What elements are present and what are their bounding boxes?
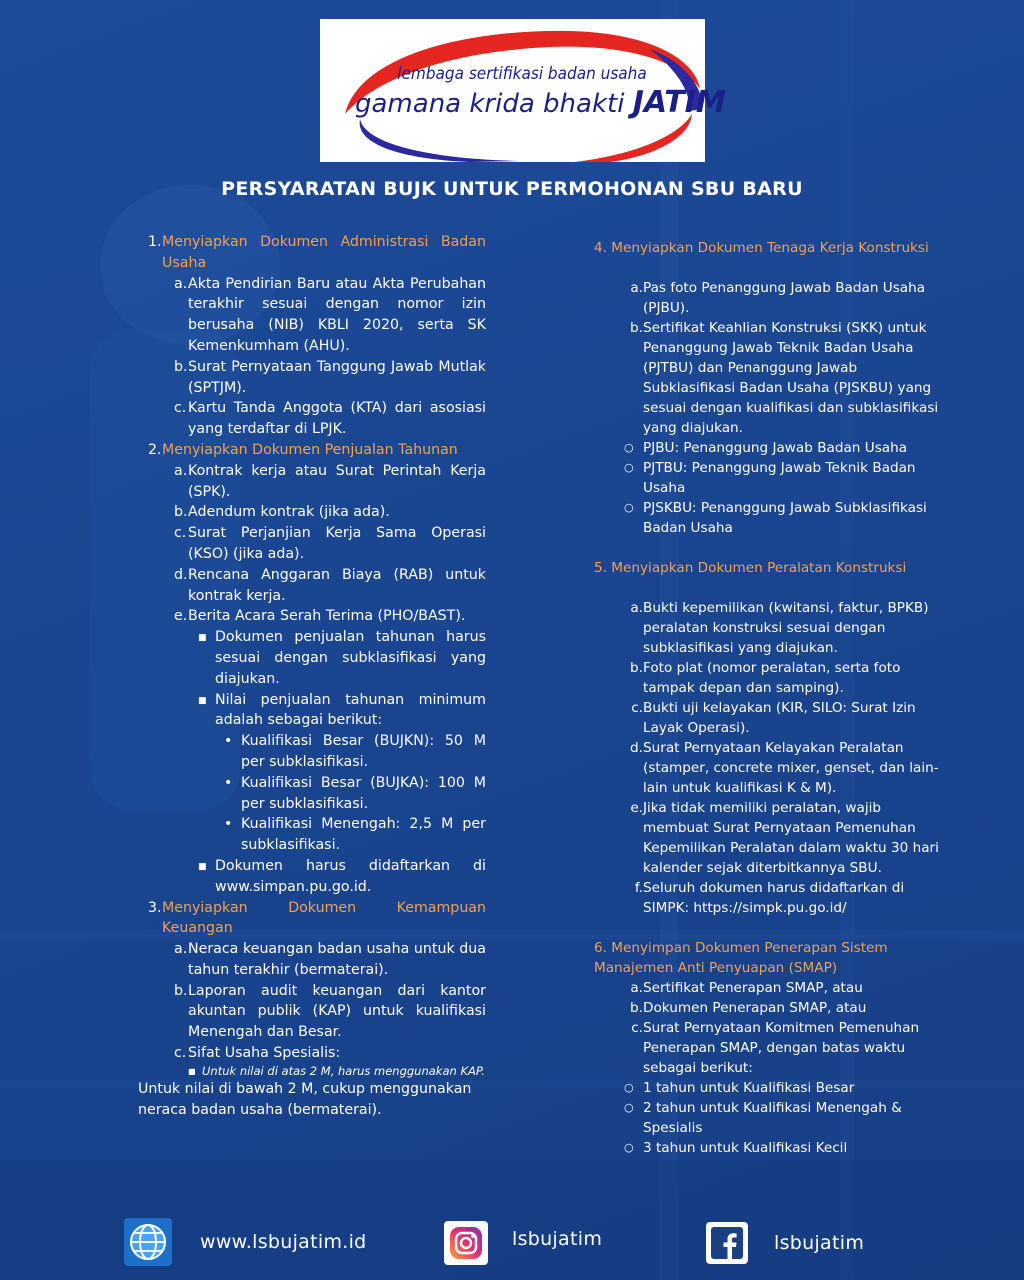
item-letter: f. [634,880,643,896]
item-letter: c. [174,525,187,542]
circle-bullet-icon: ○ [624,501,634,514]
bullet-item [594,438,939,458]
item-letter: b. [630,320,643,336]
sub-item-text: Dokumen harus didaftarkan di www.simpan.pu.go.id. [215,857,486,895]
item-letter: a. [174,941,188,958]
list-item [594,658,939,698]
logo-subtitle: lembaga sertifikasi badan usaha [397,64,647,84]
item-letter: d. [630,740,643,756]
list-item [138,565,486,607]
circle-bullet-icon: ○ [624,441,634,454]
sub-item-text: Nilai penjualan tahunan minimum adalah sebagai berikut: [215,691,486,729]
website-link[interactable]: www.lsbujatim.id [200,1231,367,1253]
list-item [138,981,486,1043]
right-column [594,238,939,1158]
bullet-text: PJTBU: Penanggung Jawab Teknik Badan Usaha [643,460,916,496]
sub-item [138,856,486,898]
list-item [138,939,486,981]
item-letter: a. [174,275,188,292]
section-title: Menyiapkan Dokumen Kemampuan Keuangan [162,899,486,937]
item-text: Kartu Tanda Anggota (KTA) dari asosiasi yang terdaftar di LPJK. [188,400,486,438]
list-item [594,278,939,318]
sub-sub-item-text: Kualifikasi Besar (BUJKA): 100 M per subklasifikasi. [241,774,486,812]
item-letter: c. [174,1045,187,1062]
bullet-item [594,458,939,498]
sub-item-text: Dokumen penjualan tahunan harus sesuai dengan subklasifikasi yang diajukan. [215,629,486,687]
bullet-item [594,1098,939,1138]
bullet-item [594,1078,939,1098]
footer-facebook[interactable] [706,1222,864,1264]
bullet-text: PJBU: Penanggung Jawab Badan Usaha [643,440,908,456]
item-text: Jika tidak memiliki peralatan, wajib membuat Surat Pernyataan Pemenuhan Kepemilikan Peralatan dalam waktu 30 hari kalender sejak diterbitkannya SBU. [643,800,939,876]
item-text: Bukti uji kelayakan (KIR, SILO: Surat Izin Layak Operasi). [643,700,916,736]
facebook-handle[interactable]: lsbujatim [774,1232,865,1254]
item-text: Akta Pendirian Baru atau Akta Perubahan terakhir sesuai dengan nomor izin berusaha (NIB) KBLI 2020, serta SK Kemenkumham (AHU). [188,275,486,354]
left-column [138,232,486,1120]
item-text: Sertifikat Penerapan SMAP, atau [643,980,863,996]
globe-icon[interactable] [124,1218,172,1266]
list-item [594,738,939,798]
dot-bullet-icon: • [224,816,233,833]
circle-bullet-icon: ○ [624,1141,634,1154]
sub-sub-item-text: Kualifikasi Menengah: 2,5 M per subklasifikasi. [241,816,486,854]
list-item [594,978,939,998]
sub-item [138,690,486,732]
square-bullet-icon: ■ [198,695,207,706]
item-letter: b. [630,660,643,676]
item-text: Surat Perjanjian Kerja Sama Operasi (KSO) (jika ada). [188,525,486,562]
bullet-item [594,498,939,538]
list-item [594,798,939,878]
list-item [138,357,486,399]
section-1-heading [138,232,486,274]
note-item [138,1064,486,1079]
item-letter: a. [630,280,643,296]
logo-name-text: gamana krida bhakti [355,89,625,119]
plain-paragraph: Untuk nilai di bawah 2 M, cukup menggunakan neraca badan usaha (bermaterai). [138,1080,472,1118]
item-text: Seluruh dokumen harus didaftarkan di SIMPK: https://simpk.pu.go.id/ [643,880,905,916]
circle-bullet-icon: ○ [624,461,634,474]
item-text: Sifat Usaha Spesialis: [188,1045,341,1062]
list-item [138,1043,486,1064]
note-text: Untuk nilai di atas 2 M, harus menggunakan KAP. [202,1063,485,1078]
circle-bullet-icon: ○ [624,1101,634,1114]
item-letter: a. [174,462,188,479]
item-letter: a. [630,600,643,616]
list-item [138,523,486,565]
item-text: Kontrak kerja atau Surat Perintah Kerja (SPK). [188,462,486,500]
list-item [594,998,939,1018]
item-letter: d. [174,566,188,583]
item-letter: b. [174,982,188,999]
list-item [138,398,486,440]
section-number: 3. [148,899,162,916]
item-letter: c. [174,400,187,417]
item-letter: e. [630,800,643,816]
item-text: Surat Pernyataan Tanggung Jawab Mutlak (SPTJM). [188,358,486,396]
item-letter: b. [174,358,188,375]
item-text: Sertifikat Keahlian Konstruksi (SKK) untuk Penanggung Jawab Teknik Badan Usaha (PJTBU) dan Penanggung Jawab Subklasifikasi Badan Usaha (PJSKBU) yang sesuai dengan kualifikasi dan subklasifikasi yang diajukan. [643,320,939,436]
section-4-heading: 4. Menyiapkan Dokumen Tenaga Kerja Konstruksi [594,240,929,256]
logo-name [355,85,726,120]
footer-instagram[interactable] [444,1221,602,1265]
bullet-item [594,1138,939,1158]
item-text: Neraca keuangan badan usaha untuk dua tahun terakhir (bermaterai). [188,941,486,978]
square-bullet-icon: ■ [198,861,207,872]
section-6-heading: 6. Menyimpan Dokumen Penerapan Sistem Manajemen Anti Penyuapan (SMAP) [594,940,888,976]
list-item [138,461,486,503]
item-letter: b. [174,504,188,521]
item-text: Rencana Anggaran Biaya (RAB) untuk kontrak kerja. [188,566,486,604]
item-letter: b. [630,1000,643,1016]
section-title: Menyiapkan Dokumen Administrasi Badan Usaha [162,234,486,271]
square-bullet-icon: ■ [198,633,207,644]
bullet-text: PJSKBU: Penanggung Jawab Subklasifikasi Badan Usaha [643,500,927,536]
item-letter: a. [630,980,643,996]
bullet-text: 2 tahun untuk Kualifikasi Menengah & Spesialis [643,1100,902,1136]
item-text: Surat Pernyataan Kelayakan Peralatan (stamper, concrete mixer, genset, dan lain-lain untuk kualifikasi K & M). [643,740,939,796]
section-number: 1. [148,234,162,250]
page-title: PERSYARATAN BUJK UNTUK PERMOHONAN SBU BARU [221,178,803,200]
list-item [138,606,486,627]
facebook-icon[interactable] [706,1222,748,1264]
section-5-heading: 5. Menyiapkan Dokumen Peralatan Konstruksi [594,560,907,576]
item-text: Surat Pernyataan Komitmen Pemenuhan Penerapan SMAP, dengan batas waktu sebagai berikut: [643,1020,920,1076]
circle-bullet-icon: ○ [624,1081,634,1094]
item-letter: c. [631,1020,643,1036]
item-text: Berita Acara Serah Terima (PHO/BAST). [188,608,466,625]
sub-sub-item [138,731,486,773]
list-item [594,598,939,658]
instagram-handle[interactable]: lsbujatim [512,1228,603,1250]
item-text: Dokumen Penerapan SMAP, atau [643,1000,867,1016]
list-item [594,1018,939,1078]
sub-sub-item [138,773,486,815]
item-text: Pas foto Penanggung Jawab Badan Usaha (PJBU). [643,280,926,316]
bullet-text: 3 tahun untuk Kualifikasi Kecil [643,1140,848,1156]
item-text: Bukti kepemilikan (kwitansi, faktur, BPKB) peralatan konstruksi sesuai dengan subklasifikasi yang diajukan. [643,600,929,656]
item-text: Adendum kontrak (jika ada). [188,504,390,521]
list-item [138,274,486,357]
bullet-text: 1 tahun untuk Kualifikasi Besar [643,1080,855,1096]
list-item [594,698,939,738]
section-3-heading [138,898,486,940]
item-text: Laporan audit keuangan dari kantor akuntan publik (KAP) untuk kualifikasi Menengah dan Besar. [188,982,486,1041]
list-item [594,318,939,438]
list-item [138,502,486,523]
dot-bullet-icon: • [224,733,233,750]
sub-sub-item-text: Kualifikasi Besar (BUJKN): 50 M per subklasifikasi. [241,733,486,770]
square-bullet-icon: ■ [188,1066,196,1076]
footer-website[interactable] [124,1218,367,1266]
sub-item [138,627,486,689]
list-item [594,878,939,918]
section-number: 2. [148,441,162,458]
item-letter: c. [631,700,643,716]
logo-name-bold: JATIM [632,85,726,120]
logo [320,19,726,162]
instagram-icon[interactable] [444,1221,488,1265]
section-title: Menyiapkan Dokumen Penjualan Tahunan [162,441,458,458]
section-2-heading [138,440,486,461]
item-text: Foto plat (nomor peralatan, serta foto tampak depan dan samping). [643,660,901,696]
item-letter: e. [174,608,188,625]
dot-bullet-icon: • [224,774,233,791]
sub-sub-item [138,814,486,856]
